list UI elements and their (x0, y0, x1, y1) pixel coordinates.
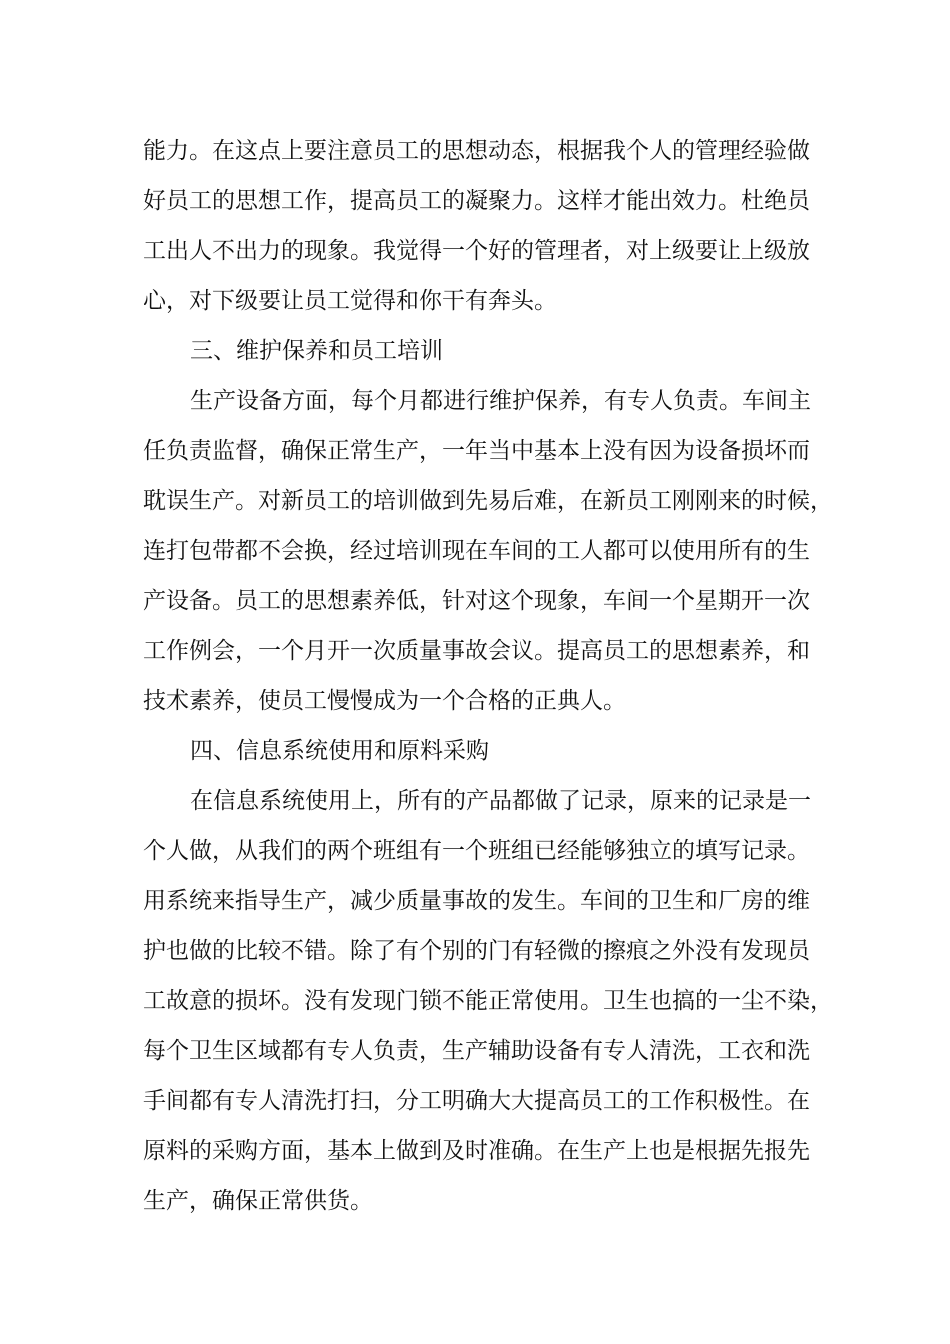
paragraph-line: 能力。在这点上要注意员工的思想动态，根据我个人的管理经验做 (143, 138, 810, 164)
paragraph-line: 个人做，从我们的两个班组有一个班组已经能够独立的填写记录。 (143, 838, 810, 864)
paragraph-line: 产设备。员工的思想素养低，针对这个现象，车间一个星期开一次 (143, 588, 810, 614)
paragraph-line: 心，对下级要让员工觉得和你干有奔头。 (143, 288, 557, 314)
paragraph-line: 连打包带都不会换，经过培训现在车间的工人都可以使用所有的生 (143, 538, 810, 564)
paragraph-line: 护也做的比较不错。除了有个别的门有轻微的擦痕之外没有发现员 (143, 938, 810, 964)
paragraph-line: 工故意的损坏。没有发现门锁不能正常使用。卫生也搞的一尘不染， (143, 988, 833, 1014)
section-heading: 四、信息系统使用和原料采购 (190, 738, 489, 764)
paragraph-line: 手间都有专人清洗打扫，分工明确大大提高员工的工作积极性。在 (143, 1088, 810, 1114)
paragraph-line: 好员工的思想工作，提高员工的凝聚力。这样才能出效力。杜绝员 (143, 188, 810, 214)
section-heading: 三、维护保养和员工培训 (190, 338, 443, 364)
paragraph-line: 用系统来指导生产，减少质量事故的发生。车间的卫生和厂房的维 (143, 888, 810, 914)
paragraph-line: 耽误生产。对新员工的培训做到先易后难，在新员工刚刚来的时候， (143, 488, 833, 514)
paragraph-line: 工作例会，一个月开一次质量事故会议。提高员工的思想素养，和 (143, 638, 810, 664)
paragraph-line: 工出人不出力的现象。我觉得一个好的管理者，对上级要让上级放 (143, 238, 810, 264)
paragraph-line: 在信息系统使用上，所有的产品都做了记录，原来的记录是一 (190, 788, 811, 814)
paragraph-line: 原料的采购方面，基本上做到及时准确。在生产上也是根据先报先 (143, 1138, 810, 1164)
paragraph-line: 生产设备方面，每个月都进行维护保养，有专人负责。车间主 (190, 388, 811, 414)
paragraph-line: 技术素养，使员工慢慢成为一个合格的正典人。 (143, 688, 626, 714)
paragraph-line: 每个卫生区域都有专人负责，生产辅助设备有专人清洗，工衣和洗 (143, 1038, 810, 1064)
paragraph-line: 生产，确保正常供货。 (143, 1188, 373, 1214)
paragraph-line: 任负责监督，确保正常生产，一年当中基本上没有因为设备损坏而 (143, 438, 810, 464)
